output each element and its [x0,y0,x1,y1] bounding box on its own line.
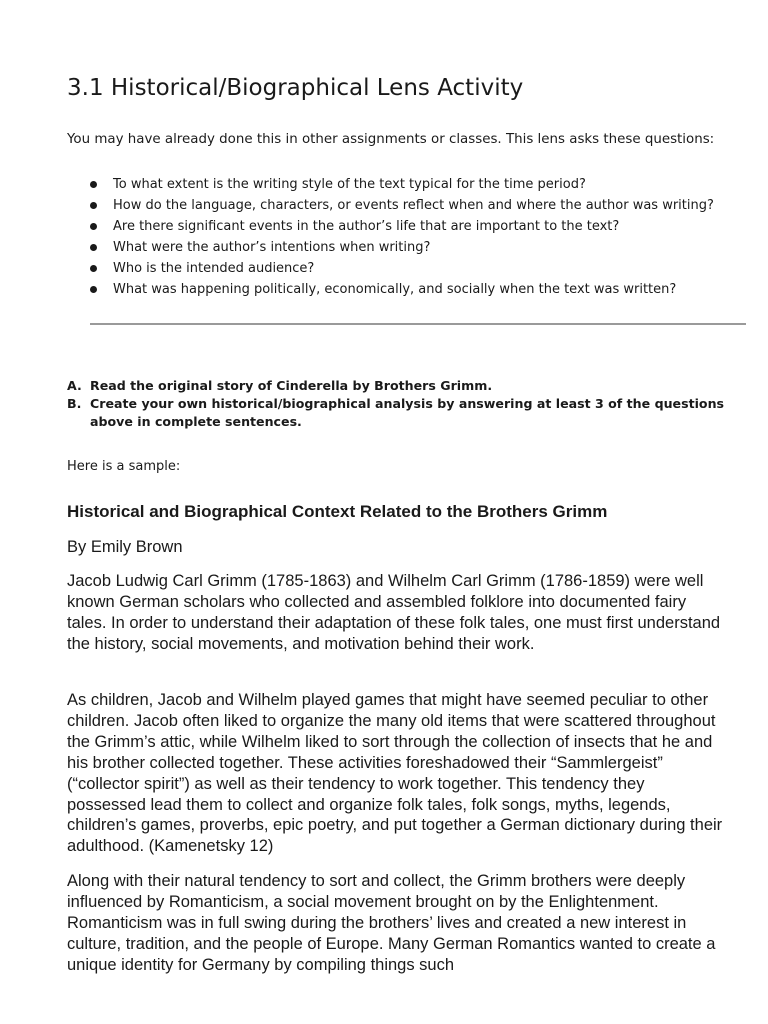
question-item: Are there significant events in the author’s life that are important to the text? [88,216,714,237]
question-item: Who is the intended audience? [88,258,714,279]
horizontal-divider [90,323,746,325]
question-item: To what extent is the writing style of the text typical for the time period? [88,174,714,195]
step-marker: B. [67,396,82,411]
essay-paragraph: Jacob Ludwig Carl Grimm (1785-1863) and Wilhelm Carl Grimm (1786-1859) were well known German scholars who collected and assembled folklore into documented fairy tales. In order to understand their adaptation of these folk tales, one must first understand the history, social movements, and motivation behind their work. [67,572,721,653]
essay-paragraph: Along with their natural tendency to sort and collect, the Grimm brothers were deeply influenced by Romanticism, a social movement brought on by the Enlightenment. Romanticism was in full swing during the brothers’ lives and created a new interest in culture, tradition, and the people of Europe. Many German Romantics wanted to create a unique identity for Germany by compiling things such [67,872,716,974]
step-text: Create your own historical/biographical analysis by answering at least 3 of the questions above in complete sentences. [90,396,725,429]
step-marker: A. [67,378,82,393]
essay-paragraph: As children, Jacob and Wilhelm played games that might have seemed peculiar to other children. Jacob often liked to organize the many old items that were scattered throughout the Grimm’s attic, while Wilhelm liked to sort through the collection of insects that he and his brother collected together. These activities foreshadowed their “Sammlergeist” (“collector spirit”) as well as their tendency to work together. This tendency they possessed lead them to collect and organize folk tales, folk songs, myths, legends, children’s games, proverbs, epic poetry, and put together a German dictionary during their adulthood. (Kamenetsky 12) [67,691,723,856]
question-item: What was happening politically, economically, and socially when the text was written? [88,279,714,300]
page-title: 3.1 Historical/Biographical Lens Activity [67,75,524,101]
question-item: How do the language, characters, or events reflect when and where the author was writing? [88,195,714,216]
step-item [67,395,727,431]
essay-title: Historical and Biographical Context Related to the Brothers Grimm [67,502,608,521]
step-item [67,377,727,395]
intro-text: You may have already done this in other assignments or classes. This lens asks these questions: [67,132,715,147]
step-text: Read the original story of Cinderella by Brothers Grimm. [90,378,493,393]
essay-byline: By Emily Brown [67,538,183,556]
sample-label: Here is a sample: [67,459,181,474]
question-item: What were the author’s intentions when writing? [88,237,714,258]
activity-steps-list [67,377,727,431]
lens-questions-list [88,174,714,300]
